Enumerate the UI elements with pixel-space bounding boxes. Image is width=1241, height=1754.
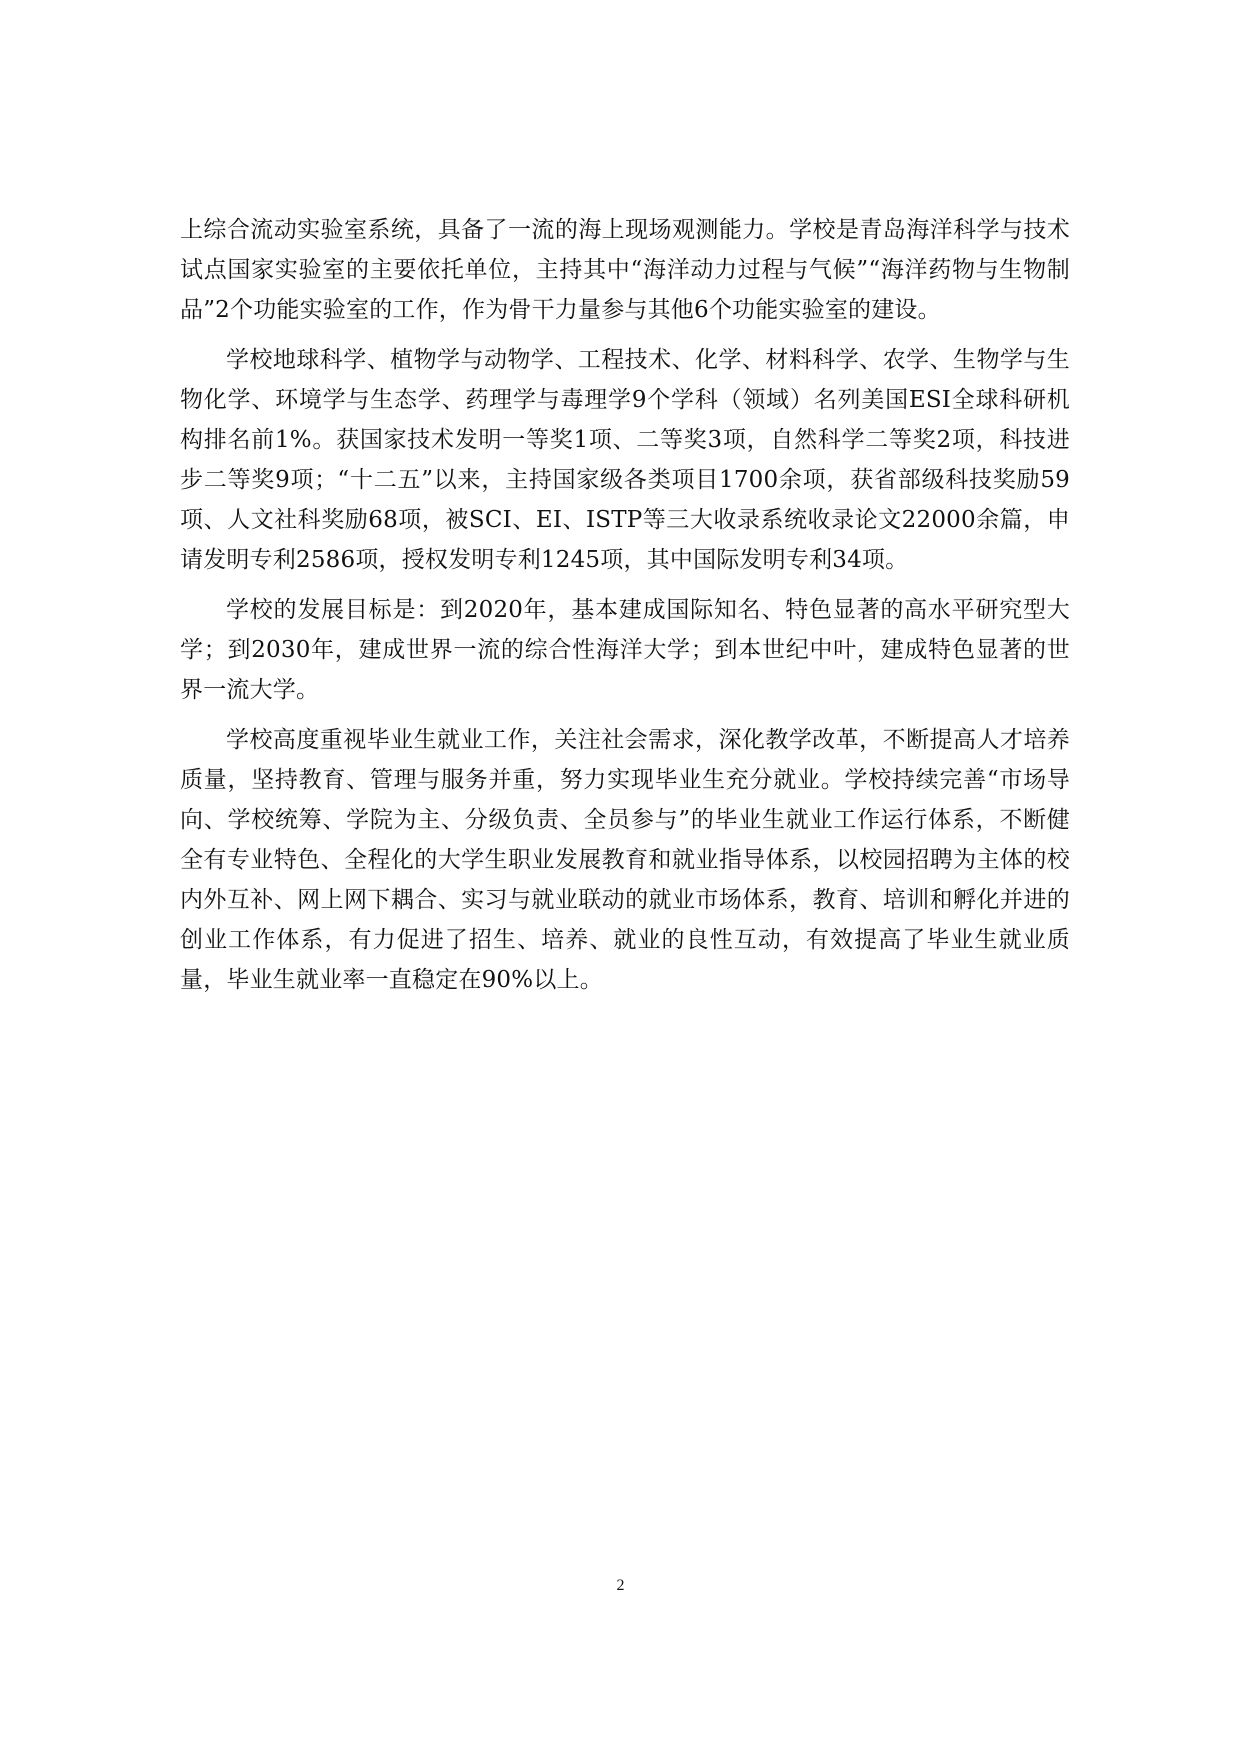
page-number: 2 [616,1577,625,1594]
paragraph-esi-disciplines: 学校地球科学、植物学与动物学、工程技术、化学、材料科学、农学、生物学与生物化学、环境学与生态学、药理学与毒理学9个学科（领域）名列美国ESI全球科研机构排名前1%。获国家技术发明一等奖1项、二等奖3项，自然科学二等奖2项，科技进步二等奖9项；“十二五”以来，主持国家级各类项目1700余项，获省部级科技奖励59项、人文社科奖励68项，被SCI、EI、ISTP等三大收录系统收录论文22000余篇，申请发明专利2586项，授权发明专利1245项，其中国际发明专利34项。 [180,347,1070,573]
paragraph-employment-work: 学校高度重视毕业生就业工作，关注社会需求，深化教学改革，不断提高人才培养质量，坚持教育、管理与服务并重，努力实现毕业生充分就业。学校持续完善“市场导向、学校统筹、学院为主、分级负责、全员参与”的毕业生就业工作运行体系，不断健全有专业特色、全程化的大学生职业发展教育和就业指导体系，以校园招聘为主体的校内外互补、网上网下耦合、实习与就业联动的就业市场体系，教育、培训和孵化并进的创业工作体系，有力促进了招生、培养、就业的良性互动，有效提高了毕业生就业质量，毕业生就业率一直稳定在90%以上。 [180,727,1070,993]
paragraph-development-goals: 学校的发展目标是：到2020年，基本建成国际知名、特色显著的高水平研究型大学；到2030年，建成世界一流的综合性海洋大学；到本世纪中叶，建成特色显著的世界一流大学。 [180,597,1070,703]
body-text [180,210,1070,1010]
paragraph-lab-system: 上综合流动实验室系统，具备了一流的海上现场观测能力。学校是青岛海洋科学与技术试点国家实验室的主要依托单位，主持其中“海洋动力过程与气候”“海洋药物与生物制品”2个功能实验室的工作，作为骨干力量参与其他6个功能实验室的建设。 [180,217,1070,323]
